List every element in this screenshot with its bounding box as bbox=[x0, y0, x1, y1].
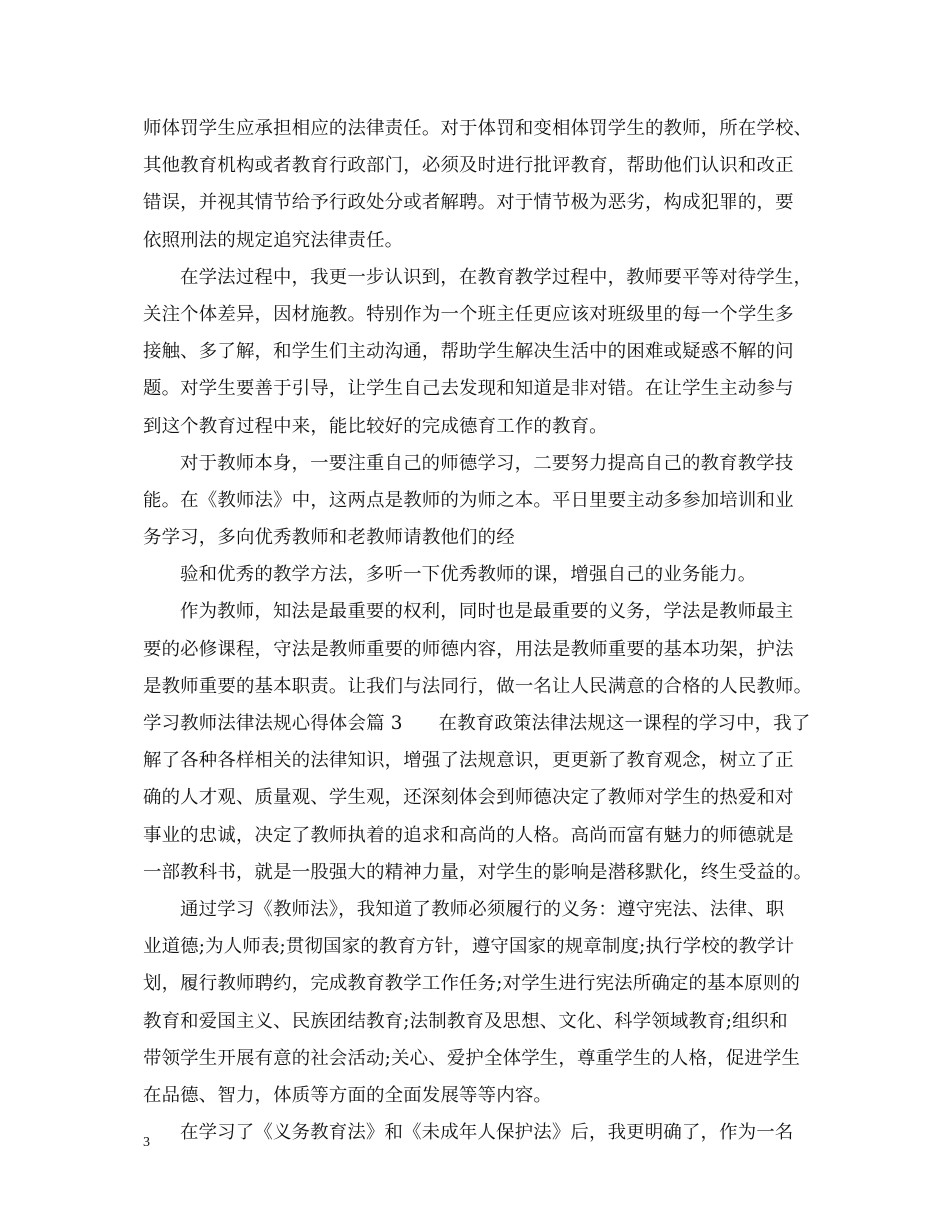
text-line: 题。对学生要善于引导，让学生自己去发现和知道是非对错。在让学生主动参与 bbox=[143, 378, 794, 400]
text-line: 在学习了《义务教育法》和《未成年人保护法》后，我更明确了，作为一名 bbox=[180, 1122, 794, 1144]
text-line: 一部教科书，就是一股强大的精神力量，对学生的影响是潜移默化，终生受益的。 bbox=[143, 861, 813, 883]
text-line: 作为教师，知法是最重要的权利，同时也是最重要的义务，学法是教师最主 bbox=[180, 601, 794, 623]
text-line: 能。在《教师法》中，这两点是教师的为师之本。平日里要主动多参加培训和业 bbox=[143, 489, 794, 511]
text-line: 其他教育机构或者教育行政部门，必须及时进行批评教育，帮助他们认识和改正 bbox=[143, 155, 794, 177]
text-line: 确的人才观、质量观、学生观，还深刻体会到师德决定了教师对学生的热爱和对 bbox=[143, 787, 794, 809]
section-heading: 学习教师法律法规心得体会篇 3 bbox=[143, 713, 403, 734]
text-line: 在学法过程中，我更一步认识到，在教育教学过程中，教师要平等对待学生， bbox=[180, 266, 813, 288]
text-line: 划，履行教师聘约，完成教育教学工作任务;对学生进行宪法所确定的基本原则的 bbox=[143, 973, 801, 995]
page-number: 3 bbox=[143, 1135, 150, 1150]
text-line: 关注个体差异，因材施教。特别作为一个班主任更应该对班级里的每一个学生多 bbox=[143, 303, 794, 325]
text-line: 接触、多了解，和学生们主动沟通，帮助学生解决生活中的困难或疑惑不解的问 bbox=[143, 341, 794, 363]
text-line: 带领学生开展有意的社会活动;关心、爱护全体学生，尊重学生的人格，促进学生 bbox=[143, 1047, 801, 1069]
text-line: 对于教师本身，一要注重自己的师德学习，二要努力提高自己的教育教学技 bbox=[180, 452, 794, 474]
text-line: 师体罚学生应承担相应的法律责任。对于体罚和变相体罚学生的教师，所在学校、 bbox=[143, 118, 813, 139]
text-line: 教育和爱国主义、民族团结教育;法制教育及思想、文化、科学领域教育;组织和 bbox=[143, 1010, 788, 1032]
text-line: 通过学习《教师法》，我知道了教师必须履行的义务：遵守宪法、法律、职 bbox=[180, 898, 785, 920]
text-line: 到这个教育过程中来，能比较好的完成德育工作的教育。 bbox=[143, 415, 608, 437]
text-line: 错误，并视其情节给予行政处分或者解聘。对于情节极为恶劣，构成犯罪的，要 bbox=[143, 192, 794, 214]
text-line bbox=[143, 705, 823, 742]
text-line: 解了各种各样相关的法律知识，增强了法规意识，更更新了教育观念，树立了正 bbox=[143, 750, 794, 772]
text-line: 是教师重要的基本职责。让我们与法同行，做一名让人民满意的合格的人民教师。 bbox=[143, 675, 813, 697]
text-line: 要的必修课程，守法是教师重要的师德内容，用法是教师重要的基本功架，护法 bbox=[143, 638, 794, 660]
text-line: 务学习，多向优秀教师和老教师请教他们的经 bbox=[143, 527, 515, 549]
text-line: 事业的忠诚，决定了教师执着的追求和高尚的人格。高尚而富有魅力的师德就是 bbox=[143, 824, 794, 846]
text-line: 验和优秀的教学方法，多听一下优秀教师的课，增强自己的业务能力。 bbox=[180, 564, 757, 586]
text-line: 在品德、智力，体质等方面的全面发展等等内容。 bbox=[143, 1084, 552, 1106]
text-segment: 在教育政策法律法规这一课程的学习中，我了 bbox=[438, 713, 811, 734]
body-text bbox=[143, 110, 823, 1151]
text-line: 依照刑法的规定追究法律责任。 bbox=[143, 229, 404, 251]
text-line: 业道德;为人师表;贯彻国家的教育方针，遵守国家的规章制度;执行学校的教学计 bbox=[143, 936, 795, 958]
